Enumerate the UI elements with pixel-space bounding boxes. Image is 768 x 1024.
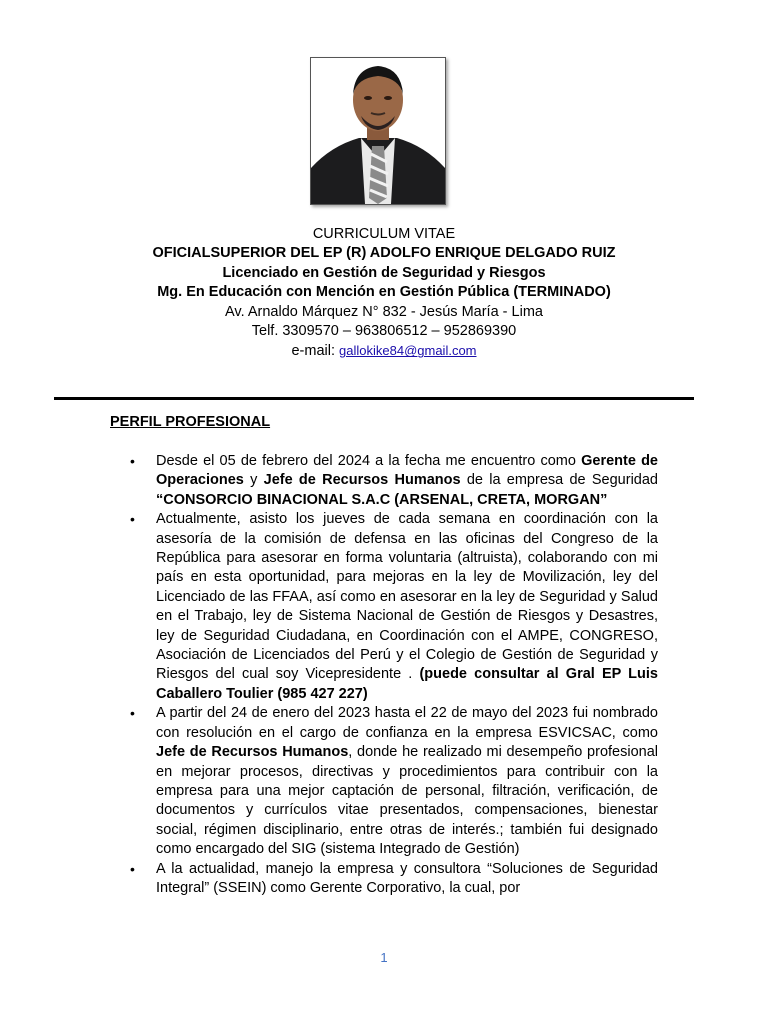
profile-list	[110, 452, 658, 898]
list-item	[110, 452, 658, 510]
bullet-icon: •	[130, 860, 135, 877]
item-text: A la actualidad, manejo la empresa y consultora “Soluciones de Seguridad Integral” (SSEIN) como Gerente Corporativo, la cual, por	[156, 860, 658, 896]
item-text: Actualmente, asisto los jueves de cada semana en coordinación con la asesoría de la comisión de defensa en las oficinas del Congreso de la República para asesorar en forma voluntaria (altruista), colaborando con mi país en esta oportunidad, para mejoras en la ley de Movilización, ley del Licenciado de las FFAA, así como en asesorar en la ley de Seguridad y Salud en el Trabajo, ley de Sistema Nacional de Gestión de Riesgos y Desastres, ley de Seguridad Ciudadana, en Coordinación con el AMPE, CONGRESO, Asociación de Licenciados del Perú y el Colegio de Gestión de Seguridad y Riesgos del cual soy Vicepresidente .	[156, 511, 658, 683]
page-number: 1	[380, 950, 388, 965]
phone-line: Telf. 3309570 – 963806512 – 952869390	[251, 323, 517, 340]
address-line: Av. Arnaldo Márquez N° 832 - Jesús María - Lima	[225, 303, 543, 320]
item-text: Desde el 05 de febrero del 2024 a la fecha me encuentro como	[156, 453, 582, 469]
item-text: y	[243, 472, 264, 489]
candidate-name: OFICIALSUPERIOR DEL EP (R) ADOLFO ENRIQUE DELGADO RUIZ	[152, 245, 616, 262]
item-bold: Jefe de Recursos Humanos	[156, 744, 349, 761]
email-label: e-mail:	[291, 343, 340, 360]
section-title: PERFIL PROFESIONAL	[110, 414, 271, 430]
list-item	[110, 704, 658, 859]
email-link[interactable]: gallokike84@gmail.com	[339, 343, 477, 359]
item-bold: Jefe de Recursos Humanos	[263, 472, 461, 489]
degree-line: Licenciado en Gestión de Seguridad y Riesgos	[222, 264, 546, 281]
masters-line: Mg. En Educación con Mención en Gestión Pública (TERMINADO)	[157, 284, 611, 301]
item-bold: (puede consultar al Gral EP Luis Caballero Toulier (985 427 227)	[156, 666, 658, 702]
item-text: de la empresa de Seguridad	[460, 472, 658, 489]
item-text: A partir del 24 de enero del 2023 hasta el 22 de mayo del 2023 fui nombrado con resolución en el cargo de confianza en la empresa ESVICSAC, como	[156, 705, 658, 741]
item-bold: Gerente de Operaciones	[156, 453, 658, 489]
list-item	[110, 860, 658, 899]
bullet-icon: •	[130, 705, 135, 722]
list-item	[110, 510, 658, 704]
bullet-icon: •	[130, 511, 135, 528]
item-bold: “CONSORCIO BINACIONAL S.A.C (ARSENAL, CRETA, MORGAN”	[156, 491, 608, 508]
document-title: CURRICULUM VITAE	[312, 226, 456, 242]
bullet-icon: •	[130, 453, 135, 469]
item-text: , donde he realizado mi desempeño profesional en mejorar procesos, directivas y procedimientos para contribuir con la empresa para una mejor captación de personal, filtración, verificación, de documentos y currículos vitae presentados, compensaciones, bienestar social, régimen disciplinario, entre otras de interés.; también fui designado como encargado del SIG (sistema Integrado de Gestión)	[156, 744, 658, 858]
